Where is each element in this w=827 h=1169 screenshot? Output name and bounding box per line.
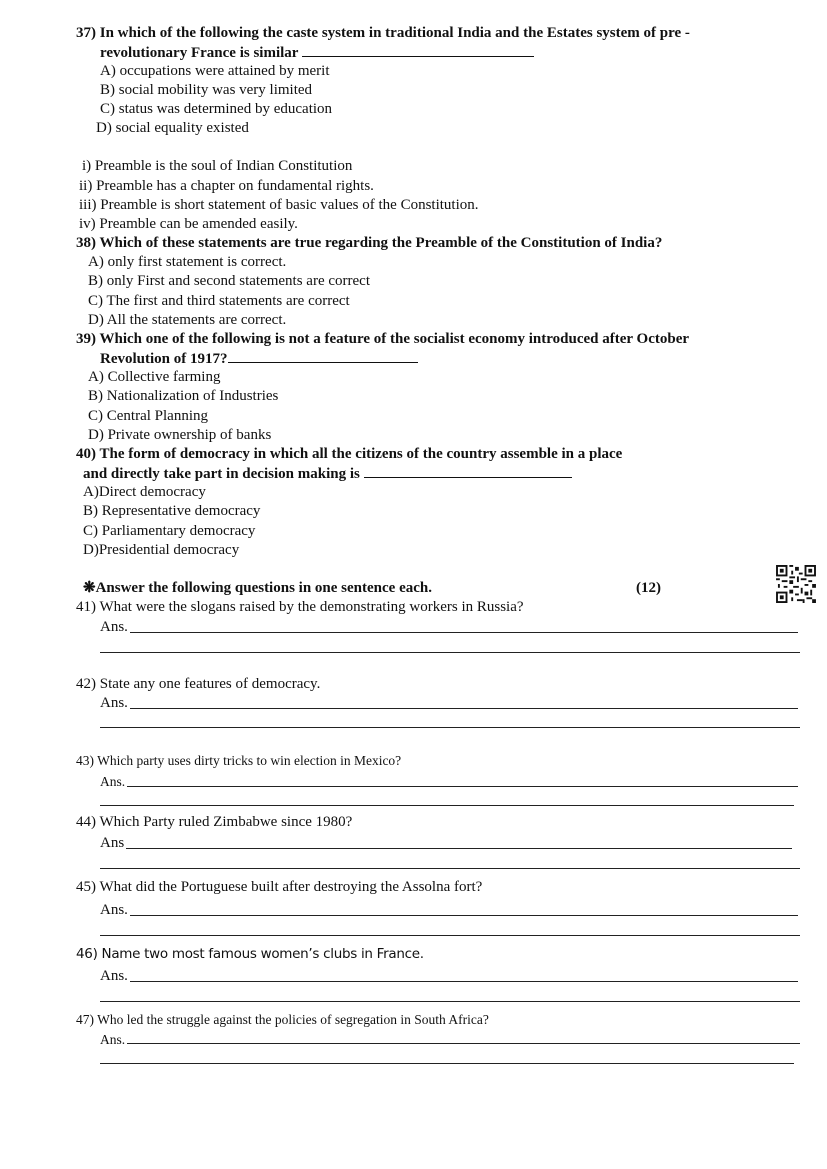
option: C) status was determined by education [100,101,333,117]
question-46: 46) Name two most famous women’s clubs in France. [76,946,424,962]
section-heading [83,579,432,598]
answer-line[interactable] [100,652,800,653]
option: B) Nationalization of Industries [88,388,279,404]
answer-line[interactable] [130,981,798,982]
question-number: 40) [76,446,96,462]
answer-label: Ans. [100,968,128,984]
answer-line[interactable] [130,632,798,633]
question-text: Revolution of 1917? [100,351,228,367]
question-37 [76,24,690,43]
option: B) only First and second statements are correct [88,273,370,289]
question-47: 47) Who led the struggle against the policies of segregation in South Africa? [76,1012,489,1027]
question-text: revolutionary France is similar [100,45,299,61]
option: A) only first statement is correct. [88,254,287,270]
question-37-line2 [100,43,534,63]
answer-line[interactable] [100,1001,800,1002]
question-text: Which of these statements are true regarding the Preamble of the Constitution of India? [99,235,663,251]
question-38 [76,234,662,253]
question-number: 38) [76,235,96,251]
answer-line[interactable] [127,786,798,787]
question-39 [76,330,689,349]
answer-label: Ans. [100,1032,126,1047]
option: A) Collective farming [88,369,221,385]
answer-line[interactable] [126,848,792,849]
answer-line[interactable] [100,1063,794,1064]
question-text: In which of the following the caste system in traditional India and the Estates system of pre - [99,25,690,41]
question-text: Which one of the following is not a feature of the socialist economy introduced after October [99,331,690,347]
answer-line[interactable] [100,935,800,936]
answer-label: Ans [100,835,125,851]
question-number: 39) [76,331,96,347]
statement: iv) Preamble can be amended easily. [79,216,298,232]
question-40-line2 [83,464,572,484]
option: D)Presidential democracy [83,542,240,558]
question-42: 42) State any one features of democracy. [76,676,321,692]
option: B) Representative democracy [83,503,261,519]
option: C) The first and third statements are correct [88,293,350,309]
qr-code-icon [776,565,816,603]
option: D) Private ownership of banks [88,427,272,443]
answer-blank[interactable] [364,464,572,478]
question-44: 44) Which Party ruled Zimbabwe since 1980? [76,814,353,830]
answer-line[interactable] [100,868,800,869]
answer-label: Ans. [100,695,128,711]
section-title: Answer the following questions in one sentence each. [95,580,432,596]
answer-line[interactable] [130,915,798,916]
section-marks: (12) [636,580,661,596]
answer-line[interactable] [100,805,794,806]
option: A)Direct democracy [83,484,206,500]
answer-label: Ans. [100,902,128,918]
option: D) All the statements are correct. [88,312,287,328]
option: C) Parliamentary democracy [83,523,256,539]
answer-blank[interactable] [228,349,418,363]
answer-blank[interactable] [302,43,534,57]
question-text: The form of democracy in which all the citizens of the country assemble in a place [99,446,623,462]
answer-line[interactable] [127,1043,800,1044]
answer-line[interactable] [100,727,800,728]
answer-label: Ans. [100,619,128,635]
option: D) social equality existed [96,120,249,136]
statement: i) Preamble is the soul of Indian Constitution [82,158,353,174]
option: B) social mobility was very limited [100,82,313,98]
question-40 [76,445,622,464]
question-43: 43) Which party uses dirty tricks to win election in Mexico? [76,753,402,768]
statement: iii) Preamble is short statement of basic values of the Constitution. [79,197,479,213]
question-41: 41) What were the slogans raised by the demonstrating workers in Russia? [76,599,524,615]
answer-label: Ans. [100,774,126,789]
star-icon: ❋ [83,580,96,596]
option: A) occupations were attained by merit [100,63,330,79]
question-39-line2 [100,349,418,369]
question-45: 45) What did the Portuguese built after destroying the Assolna fort? [76,879,483,895]
answer-line[interactable] [130,708,798,709]
statement: ii) Preamble has a chapter on fundamental rights. [79,178,374,194]
question-number: 37) [76,25,96,41]
question-text: and directly take part in decision making is [83,466,360,482]
option: C) Central Planning [88,408,208,424]
